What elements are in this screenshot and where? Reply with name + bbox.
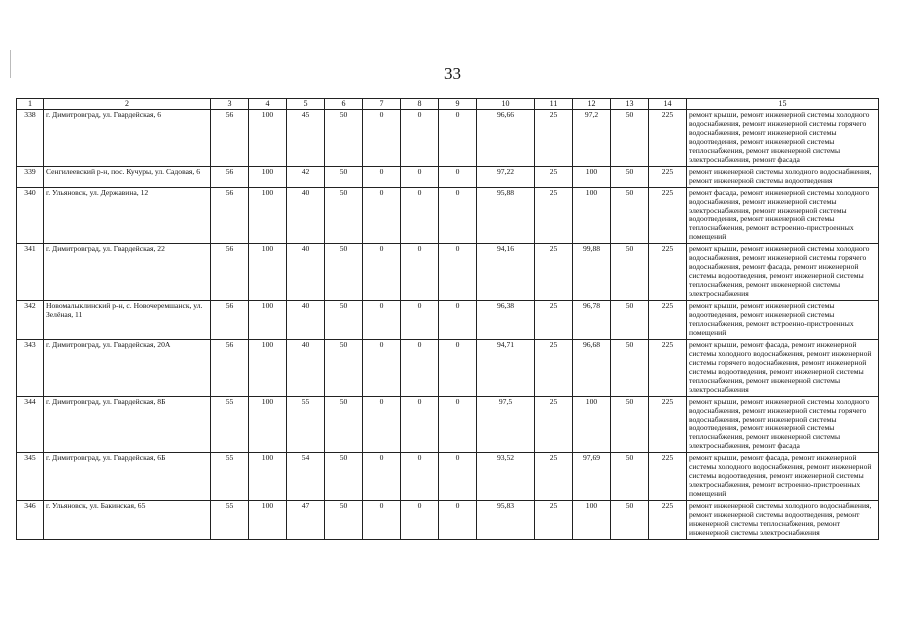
value-cell: 50 <box>325 187 363 244</box>
value-cell: 50 <box>611 110 649 167</box>
works-cell: ремонт инженерной системы холодного водоснабжения, ремонт инженерной системы водоотведения <box>687 166 879 187</box>
row-number-cell: 339 <box>17 166 44 187</box>
value-cell: 97,5 <box>477 396 535 453</box>
value-cell: 50 <box>325 110 363 167</box>
value-cell: 50 <box>611 501 649 540</box>
value-cell: 50 <box>611 301 649 340</box>
column-header: 6 <box>325 99 363 110</box>
value-cell: 25 <box>535 244 573 301</box>
works-cell: ремонт крыши, ремонт фасада, ремонт инженерной системы холодного водоснабжения, ремонт инженерной системы водоотведения, ремонт инженерной системы электроснабжения, ремонт встроенно-пристроенных помещений <box>687 453 879 501</box>
column-header: 12 <box>573 99 611 110</box>
value-cell: 0 <box>439 166 477 187</box>
value-cell: 94,71 <box>477 339 535 396</box>
column-header: 3 <box>211 99 249 110</box>
value-cell: 0 <box>363 166 401 187</box>
table-row <box>17 501 879 540</box>
value-cell: 225 <box>649 339 687 396</box>
row-number-cell: 341 <box>17 244 44 301</box>
value-cell: 97,22 <box>477 166 535 187</box>
column-header: 7 <box>363 99 401 110</box>
row-number-cell: 345 <box>17 453 44 501</box>
value-cell: 0 <box>439 110 477 167</box>
value-cell: 50 <box>611 166 649 187</box>
value-cell: 50 <box>611 396 649 453</box>
address-cell: г. Ульяновск, ул. Бакинская, 65 <box>44 501 211 540</box>
value-cell: 40 <box>287 244 325 301</box>
works-cell: ремонт крыши, ремонт инженерной системы холодного водоснабжения, ремонт инженерной системы горячего водоснабжения, ремонт инженерной системы водоотведения, ремонт инженерной системы теплоснабжения, ремонт инженерной системы электроснабжения, ремонт фасада <box>687 396 879 453</box>
value-cell: 100 <box>573 166 611 187</box>
value-cell: 50 <box>325 396 363 453</box>
table-row <box>17 110 879 167</box>
row-number-cell: 346 <box>17 501 44 540</box>
column-header: 5 <box>287 99 325 110</box>
value-cell: 56 <box>211 110 249 167</box>
value-cell: 100 <box>249 166 287 187</box>
value-cell: 100 <box>249 244 287 301</box>
value-cell: 0 <box>401 339 439 396</box>
value-cell: 50 <box>325 339 363 396</box>
value-cell: 95,83 <box>477 501 535 540</box>
value-cell: 0 <box>363 244 401 301</box>
value-cell: 99,88 <box>573 244 611 301</box>
value-cell: 50 <box>325 244 363 301</box>
column-header: 11 <box>535 99 573 110</box>
repair-table <box>16 98 879 540</box>
value-cell: 225 <box>649 453 687 501</box>
value-cell: 50 <box>325 301 363 340</box>
value-cell: 225 <box>649 166 687 187</box>
works-cell: ремонт крыши, ремонт инженерной системы холодного водоснабжения, ремонт инженерной системы горячего водоснабжения, ремонт инженерной системы водоотведения, ремонт инженерной системы теплоснабжения, ремонт инженерной системы электроснабжения, ремонт фасада <box>687 110 879 167</box>
value-cell: 0 <box>401 166 439 187</box>
table-row <box>17 301 879 340</box>
value-cell: 45 <box>287 110 325 167</box>
value-cell: 50 <box>325 501 363 540</box>
value-cell: 100 <box>249 110 287 167</box>
value-cell: 96,78 <box>573 301 611 340</box>
column-header: 15 <box>687 99 879 110</box>
value-cell: 225 <box>649 110 687 167</box>
value-cell: 56 <box>211 166 249 187</box>
row-number-cell: 342 <box>17 301 44 340</box>
value-cell: 40 <box>287 339 325 396</box>
value-cell: 0 <box>401 187 439 244</box>
value-cell: 0 <box>439 244 477 301</box>
value-cell: 0 <box>363 110 401 167</box>
works-cell: ремонт крыши, ремонт инженерной системы холодного водоснабжения, ремонт инженерной системы горячего водоснабжения, ремонт фасада, ремонт инженерной системы водоотведения, ремонт инженерной системы теплоснабжения, ремонт инженерной системы электроснабжения <box>687 244 879 301</box>
value-cell: 225 <box>649 301 687 340</box>
address-cell: г. Димитровград, ул. Гвардейская, 20А <box>44 339 211 396</box>
table-header <box>17 99 879 110</box>
value-cell: 100 <box>249 187 287 244</box>
value-cell: 95,88 <box>477 187 535 244</box>
value-cell: 0 <box>401 501 439 540</box>
value-cell: 55 <box>211 396 249 453</box>
table-row <box>17 396 879 453</box>
value-cell: 0 <box>439 187 477 244</box>
value-cell: 0 <box>401 396 439 453</box>
value-cell: 40 <box>287 301 325 340</box>
value-cell: 25 <box>535 187 573 244</box>
table-row <box>17 244 879 301</box>
value-cell: 100 <box>249 453 287 501</box>
value-cell: 56 <box>211 301 249 340</box>
value-cell: 97,2 <box>573 110 611 167</box>
value-cell: 225 <box>649 244 687 301</box>
value-cell: 40 <box>287 187 325 244</box>
works-cell: ремонт инженерной системы холодного водоснабжения, ремонт инженерной системы водоотведения, ремонт инженерной системы теплоснабжения, ремонт инженерной системы электроснабжения <box>687 501 879 540</box>
value-cell: 0 <box>363 187 401 244</box>
table-body <box>17 110 879 540</box>
column-header: 13 <box>611 99 649 110</box>
value-cell: 225 <box>649 187 687 244</box>
value-cell: 225 <box>649 396 687 453</box>
scan-mark-left <box>10 50 11 78</box>
value-cell: 0 <box>401 301 439 340</box>
value-cell: 0 <box>363 301 401 340</box>
value-cell: 96,68 <box>573 339 611 396</box>
value-cell: 100 <box>249 501 287 540</box>
value-cell: 25 <box>535 501 573 540</box>
value-cell: 0 <box>401 244 439 301</box>
value-cell: 25 <box>535 166 573 187</box>
value-cell: 0 <box>439 301 477 340</box>
value-cell: 100 <box>249 339 287 396</box>
value-cell: 55 <box>211 501 249 540</box>
value-cell: 0 <box>363 396 401 453</box>
value-cell: 100 <box>573 501 611 540</box>
value-cell: 50 <box>325 166 363 187</box>
value-cell: 50 <box>611 453 649 501</box>
value-cell: 42 <box>287 166 325 187</box>
column-header: 14 <box>649 99 687 110</box>
row-number-cell: 343 <box>17 339 44 396</box>
value-cell: 0 <box>401 110 439 167</box>
value-cell: 225 <box>649 501 687 540</box>
column-header: 2 <box>44 99 211 110</box>
value-cell: 50 <box>325 453 363 501</box>
value-cell: 25 <box>535 453 573 501</box>
table-row <box>17 453 879 501</box>
page-number: 33 <box>444 64 461 83</box>
value-cell: 100 <box>573 396 611 453</box>
value-cell: 93,52 <box>477 453 535 501</box>
address-cell: Сенгилеевский р-н, пос. Кучуры, ул. Садовая, 6 <box>44 166 211 187</box>
address-cell: г. Димитровград, ул. Гвардейская, 6 <box>44 110 211 167</box>
address-cell: г. Ульяновск, ул. Державина, 12 <box>44 187 211 244</box>
value-cell: 55 <box>211 453 249 501</box>
value-cell: 54 <box>287 453 325 501</box>
row-number-cell: 338 <box>17 110 44 167</box>
value-cell: 0 <box>439 501 477 540</box>
value-cell: 96,38 <box>477 301 535 340</box>
value-cell: 100 <box>249 396 287 453</box>
value-cell: 96,66 <box>477 110 535 167</box>
value-cell: 0 <box>363 453 401 501</box>
table-row <box>17 187 879 244</box>
value-cell: 50 <box>611 244 649 301</box>
address-cell: г. Димитровград, ул. Гвардейская, 22 <box>44 244 211 301</box>
table-row <box>17 166 879 187</box>
value-cell: 0 <box>401 453 439 501</box>
value-cell: 100 <box>573 187 611 244</box>
value-cell: 100 <box>249 301 287 340</box>
value-cell: 50 <box>611 339 649 396</box>
column-header: 4 <box>249 99 287 110</box>
value-cell: 25 <box>535 339 573 396</box>
header-row <box>17 99 879 110</box>
value-cell: 56 <box>211 339 249 396</box>
column-header: 8 <box>401 99 439 110</box>
table-row <box>17 339 879 396</box>
address-cell: г. Димитровград, ул. Гвардейская, 8Б <box>44 396 211 453</box>
works-cell: ремонт фасада, ремонт инженерной системы холодного водоснабжения, ремонт инженерной системы электроснабжения, ремонт инженерной системы водоотведения, ремонт инженерной системы теплоснабжения, ремонт встроенно-пристроенных помещений <box>687 187 879 244</box>
value-cell: 56 <box>211 244 249 301</box>
value-cell: 94,16 <box>477 244 535 301</box>
value-cell: 56 <box>211 187 249 244</box>
works-cell: ремонт крыши, ремонт инженерной системы водоотведения, ремонт инженерной системы теплоснабжения, ремонт встроенно-пристроенных помещений <box>687 301 879 340</box>
column-header: 1 <box>17 99 44 110</box>
value-cell: 25 <box>535 301 573 340</box>
value-cell: 25 <box>535 110 573 167</box>
value-cell: 97,69 <box>573 453 611 501</box>
value-cell: 0 <box>363 501 401 540</box>
value-cell: 0 <box>363 339 401 396</box>
value-cell: 0 <box>439 396 477 453</box>
address-cell: Новомалыклинский р-н, с. Новочеремшанск, ул. Зелёная, 11 <box>44 301 211 340</box>
value-cell: 55 <box>287 396 325 453</box>
value-cell: 47 <box>287 501 325 540</box>
column-header: 9 <box>439 99 477 110</box>
value-cell: 0 <box>439 339 477 396</box>
row-number-cell: 340 <box>17 187 44 244</box>
value-cell: 0 <box>439 453 477 501</box>
address-cell: г. Димитровград, ул. Гвардейская, 6Б <box>44 453 211 501</box>
column-header: 10 <box>477 99 535 110</box>
value-cell: 25 <box>535 396 573 453</box>
value-cell: 50 <box>611 187 649 244</box>
works-cell: ремонт крыши, ремонт фасада, ремонт инженерной системы холодного водоснабжения, ремонт инженерной системы горячего водоснабжения, ремонт инженерной системы водоотведения, ремонт инженерной системы теплоснабжения, ремонт инженерной системы электроснабжения <box>687 339 879 396</box>
row-number-cell: 344 <box>17 396 44 453</box>
